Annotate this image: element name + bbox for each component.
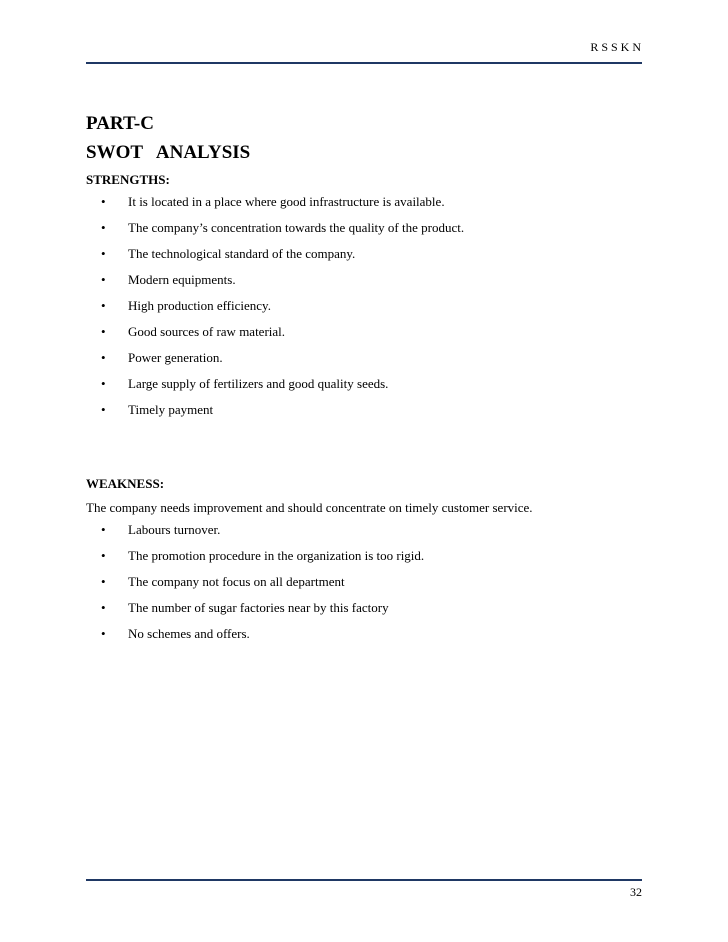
- list-item-text: The promotion procedure in the organization is too rigid.: [128, 548, 425, 563]
- weakness-heading: WEAKNESS:: [86, 476, 165, 491]
- list-item: [86, 323, 646, 349]
- bullet-dot-icon: •: [101, 350, 106, 365]
- list-item-text: Power generation.: [128, 350, 223, 365]
- list-item: [86, 297, 646, 323]
- list-item: [86, 547, 646, 573]
- list-item-text: The number of sugar factories near by this factory: [128, 600, 389, 615]
- running-header: RSSKN: [590, 40, 644, 54]
- list-item-text: The company’s concentration towards the quality of the product.: [128, 220, 465, 235]
- section-title: SWOT ANALYSIS: [86, 142, 251, 163]
- bullet-dot-icon: •: [101, 574, 106, 589]
- list-item: [86, 219, 646, 245]
- bullet-dot-icon: •: [101, 246, 106, 261]
- list-item-text: It is located in a place where good infrastructure is available.: [128, 194, 445, 209]
- list-item: [86, 245, 646, 271]
- list-item: [86, 625, 646, 651]
- list-item: [86, 521, 646, 547]
- list-item-text: Large supply of fertilizers and good quality seeds.: [128, 376, 389, 391]
- page-number: 32: [630, 885, 642, 899]
- list-item-text: The company not focus on all department: [128, 574, 345, 589]
- strengths-heading: STRENGTHS:: [86, 172, 170, 187]
- list-item: [86, 349, 646, 375]
- list-item: [86, 599, 646, 625]
- list-item-text: Labours turnover.: [128, 522, 221, 537]
- footer-rule: [86, 879, 642, 881]
- list-item-text: Timely payment: [128, 402, 214, 417]
- weakness-list: [86, 521, 646, 651]
- list-item-text: Modern equipments.: [128, 272, 236, 287]
- bullet-dot-icon: •: [101, 194, 106, 209]
- part-title: PART-C: [86, 113, 154, 134]
- bullet-dot-icon: •: [101, 220, 106, 235]
- weakness-intro: The company needs improvement and should concentrate on timely customer service.: [86, 500, 533, 515]
- bullet-dot-icon: •: [101, 522, 106, 537]
- list-item: [86, 193, 646, 219]
- list-item-text: No schemes and offers.: [128, 626, 250, 641]
- bullet-dot-icon: •: [101, 402, 106, 417]
- list-item-text: The technological standard of the company.: [128, 246, 356, 261]
- strengths-list: [86, 193, 646, 427]
- list-item: [86, 573, 646, 599]
- header-rule: [86, 62, 642, 64]
- list-item: [86, 401, 646, 427]
- bullet-dot-icon: •: [101, 600, 106, 615]
- bullet-dot-icon: •: [101, 324, 106, 339]
- list-item-text: High production efficiency.: [128, 298, 271, 313]
- bullet-dot-icon: •: [101, 376, 106, 391]
- bullet-dot-icon: •: [101, 298, 106, 313]
- list-item: [86, 271, 646, 297]
- list-item: [86, 375, 646, 401]
- list-item-text: Good sources of raw material.: [128, 324, 286, 339]
- bullet-dot-icon: •: [101, 272, 106, 287]
- bullet-dot-icon: •: [101, 626, 106, 641]
- document-body: [86, 111, 646, 651]
- bullet-dot-icon: •: [101, 548, 106, 563]
